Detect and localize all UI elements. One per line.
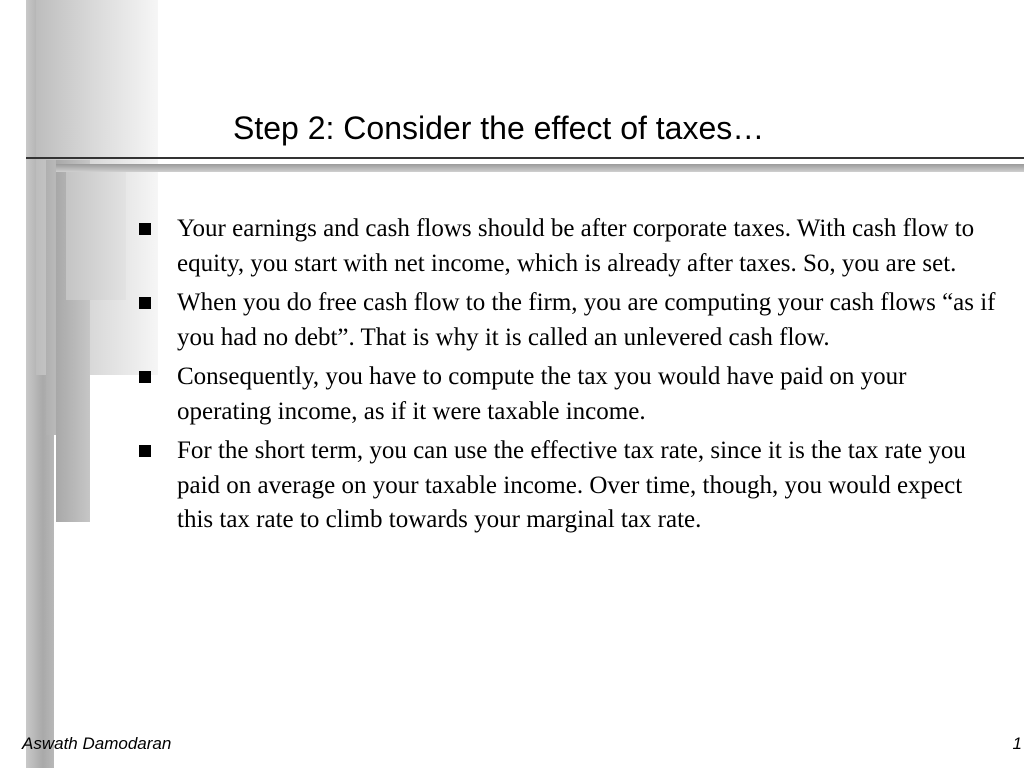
bullet-text: Your earnings and cash flows should be after corporate taxes. With cash flow to equity, you start with net income, which is already after taxes. So, you are set. — [177, 215, 975, 277]
bullet-text: When you do free cash flow to the firm, you are computing your cash flows “as if you had no debt”. That is why it is called an unlevered cash flow. — [177, 289, 996, 351]
bullet-text: For the short term, you can use the effective tax rate, since it is the tax rate you paid on average on your taxable income. Over time, though, you would expect this tax rate to climb towards your marginal tax rate. — [177, 437, 966, 533]
square-bullet-icon — [139, 445, 151, 457]
square-bullet-icon — [139, 297, 151, 309]
bullet-item — [138, 212, 998, 281]
bullet-item — [138, 434, 998, 538]
bullet-text: Consequently, you have to compute the tax you would have paid on your operating income, as if it were taxable income. — [177, 363, 907, 425]
bullet-item — [138, 286, 998, 355]
footer-author: Aswath Damodaran — [22, 734, 172, 753]
page-number: 1 — [1012, 734, 1022, 753]
title-divider-shadow — [56, 164, 1024, 172]
decorative-bar — [66, 172, 126, 300]
square-bullet-icon — [139, 371, 151, 383]
slide-title: Step 2: Consider the effect of taxes… — [233, 110, 765, 146]
title-divider — [26, 157, 1024, 159]
square-bullet-icon — [139, 223, 151, 235]
bullet-item — [138, 360, 998, 429]
bullet-list — [138, 212, 998, 543]
